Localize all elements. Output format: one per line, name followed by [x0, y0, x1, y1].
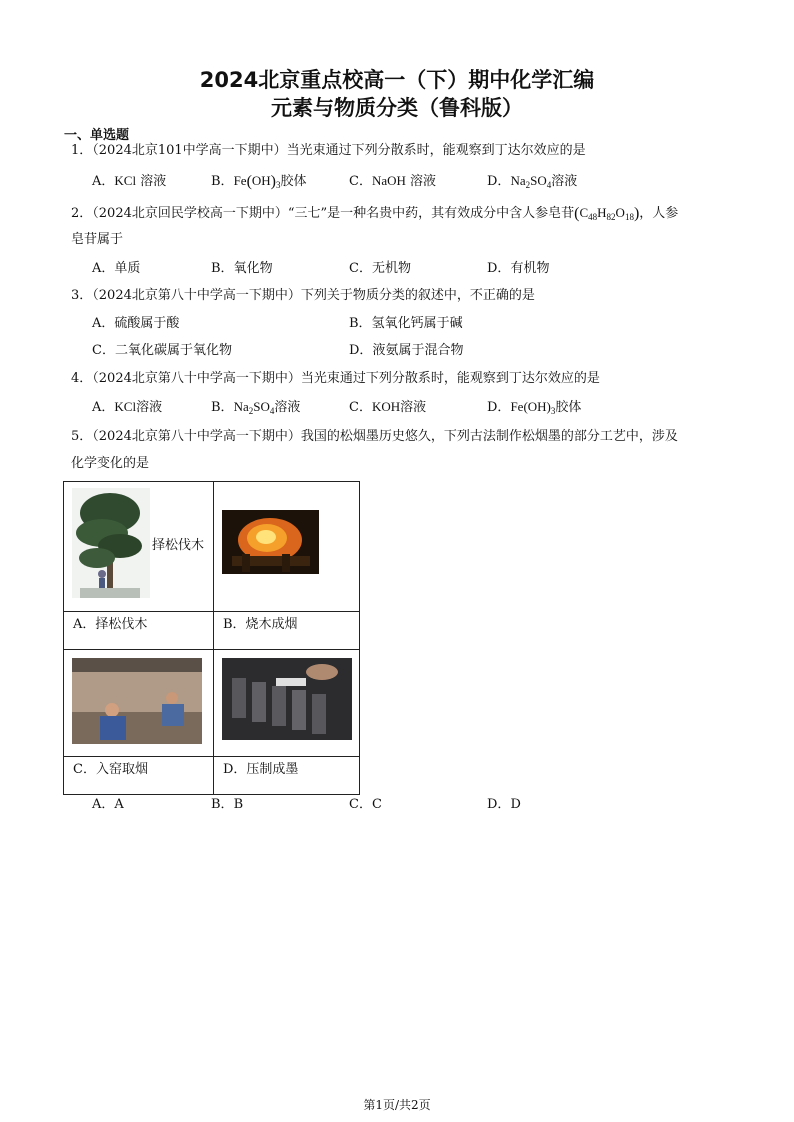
- question-3-stem: 3．（2024北京第八十中学高一下期中）下列关于物质分类的叙述中，不正确的是: [71, 288, 535, 303]
- q5-option-c: C．C: [349, 797, 382, 812]
- q2-option-b: B．氧化物: [211, 261, 273, 276]
- cell-label-a: A．择松伐木: [64, 612, 214, 650]
- q5-option-d: D．D: [487, 797, 521, 812]
- q5-option-a: A．A: [92, 797, 124, 812]
- cell-label-c: C．入窑取烟: [64, 757, 214, 795]
- q4-option-a: A．KCl溶液: [92, 399, 163, 415]
- cell-label-b: B．烧木成烟: [214, 612, 360, 650]
- q2-option-d: D．有机物: [487, 261, 550, 276]
- doc-title-line1: 2024北京重点校高一（下）期中化学汇编: [199, 68, 595, 92]
- q1-option-b: B．$Fe(OH)_3$胶体: [211, 173, 307, 190]
- q1-option-d: D．$Na_2SO_4$溶液: [487, 173, 578, 190]
- question-2-stem: 2．（2024北京回民学校高一下期中）“三七”是一种名贵中药，其有效成分中含人参皂苷$(C_{48}H_{82}O_{18})$，人参: [71, 205, 679, 222]
- q3-option-d: D．液氨属于混合物: [349, 343, 464, 358]
- doc-title-line2: 元素与物质分类（鲁科版）: [271, 96, 523, 120]
- question-5-stem: 5．（2024北京第八十中学高一下期中）我国的松烟墨历史悠久，下列古法制作松烟墨的部分工艺中，涉及: [71, 429, 678, 444]
- cell-image-a: [64, 482, 214, 612]
- section-heading: 一、单选题: [64, 128, 130, 143]
- cell-label-d: D．压制成墨: [214, 757, 360, 795]
- q3-option-c: C．二氧化碳属于氧化物: [92, 343, 232, 358]
- question-4-stem: 4．（2024北京第八十中学高一下期中）当光束通过下列分散系时，能观察到丁达尔效应的是: [71, 371, 600, 386]
- pine-tree-image: [72, 488, 150, 598]
- pressing-ink-image: [222, 658, 352, 740]
- question-2-stem-line2: 皂苷属于: [71, 232, 124, 247]
- q3-option-b: B．氢氧化钙属于碱: [349, 316, 463, 331]
- cell-image-d: [214, 650, 360, 757]
- process-image-table: [63, 481, 360, 795]
- kiln-workers-image: [72, 658, 202, 744]
- q2-option-c: C．无机物: [349, 261, 411, 276]
- q4-option-c: C．KOH溶液: [349, 399, 427, 415]
- q2-option-a: A．单质: [92, 261, 141, 276]
- cell-image-b: [214, 482, 360, 612]
- cell-image-c: [64, 650, 214, 757]
- q4-option-d: D．$Fe(OH)_3$胶体: [487, 399, 582, 416]
- burning-wood-image: [222, 510, 319, 574]
- page-footer: 第1页/共2页: [363, 1098, 431, 1112]
- q5-option-b: B．B: [211, 797, 244, 812]
- question-5-stem-line2: 化学变化的是: [71, 456, 150, 471]
- q1-option-c: C．NaOH 溶液: [349, 173, 437, 189]
- q4-option-b: B．$Na_2SO_4$溶液: [211, 399, 301, 416]
- image-inline-caption: 择松伐木: [152, 538, 205, 553]
- q1-option-a: A．KCl 溶液: [92, 173, 167, 189]
- question-1-stem: 1．（2024北京101中学高一下期中）当光束通过下列分散系时，能观察到丁达尔效应的是: [71, 143, 586, 158]
- q3-option-a: A．硫酸属于酸: [92, 316, 180, 331]
